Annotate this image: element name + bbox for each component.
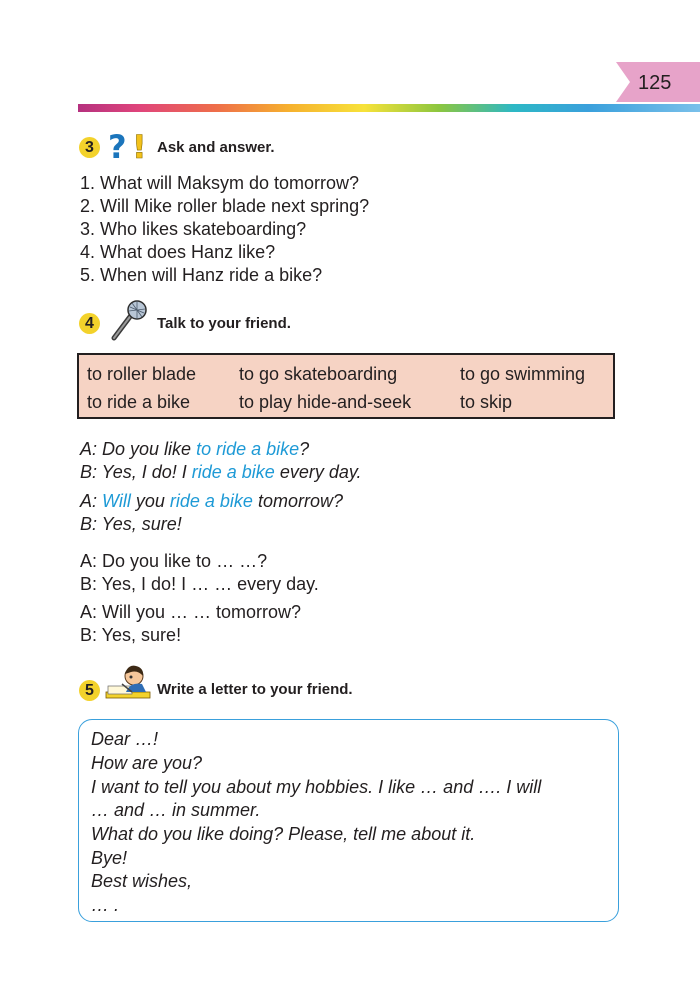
- question-mark-icon: ?: [108, 128, 127, 162]
- exercise-number-4: 4: [79, 313, 100, 334]
- letter-line: Best wishes,: [91, 871, 193, 891]
- phrase-item: to go skateboarding: [239, 364, 398, 384]
- template-line: B: Yes, I do! I … … every day.: [80, 574, 319, 594]
- letter-line: What do you like doing? Please, tell me about it.: [91, 824, 476, 844]
- example-line-4: B: Yes, sure!: [80, 514, 182, 534]
- writing-boy-icon: [104, 662, 152, 704]
- question-exclamation-icon: [106, 128, 150, 162]
- rainbow-divider: [78, 104, 700, 112]
- phrase-item: to play hide-and-seek: [239, 392, 412, 412]
- phrase-item: to ride a bike: [87, 392, 191, 412]
- letter-line: … and … in summer.: [91, 800, 261, 820]
- phrase-item: to go swimming: [460, 364, 586, 384]
- example-line-2: B: Yes, I do! I ride a bike every day.: [80, 462, 362, 482]
- phrase-item: to roller blade: [87, 364, 197, 384]
- letter-line: … .: [91, 895, 120, 915]
- letter-line: I want to tell you about my hobbies. I like … and …. I will: [91, 777, 542, 797]
- template-line: B: Yes, sure!: [80, 625, 182, 645]
- section3-title: Ask and answer.: [157, 139, 275, 156]
- microphone-icon: [106, 300, 148, 342]
- example-line-1: A: Do you like to ride a bike?: [80, 439, 310, 459]
- letter-line: How are you?: [91, 753, 203, 773]
- phrase-box: [77, 353, 615, 419]
- letter-line: Bye!: [91, 848, 128, 868]
- question-item: 5. When will Hanz ride a bike?: [80, 265, 323, 285]
- question-item: 4. What does Hanz like?: [80, 242, 276, 262]
- template-line: A: Do you like to … …?: [80, 551, 268, 571]
- section4-title: Talk to your friend.: [157, 315, 291, 332]
- question-item: 2. Will Mike roller blade next spring?: [80, 196, 370, 216]
- letter-line: Dear …!: [91, 729, 159, 749]
- question-item: 1. What will Maksym do tomorrow?: [80, 173, 360, 193]
- template-line: A: Will you … … tomorrow?: [80, 602, 302, 622]
- letter-box: [78, 719, 619, 922]
- exercise-number-3: 3: [79, 137, 100, 158]
- section5-title: Write a letter to your friend.: [157, 681, 353, 698]
- question-item: 3. Who likes skateboarding?: [80, 219, 307, 239]
- example-line-3: A: Will you ride a bike tomorrow?: [80, 491, 343, 511]
- page-number: 125: [638, 72, 672, 94]
- exercise-number-5: 5: [79, 680, 100, 701]
- exclamation-mark-icon: !: [132, 128, 147, 162]
- phrase-item: to skip: [460, 392, 513, 412]
